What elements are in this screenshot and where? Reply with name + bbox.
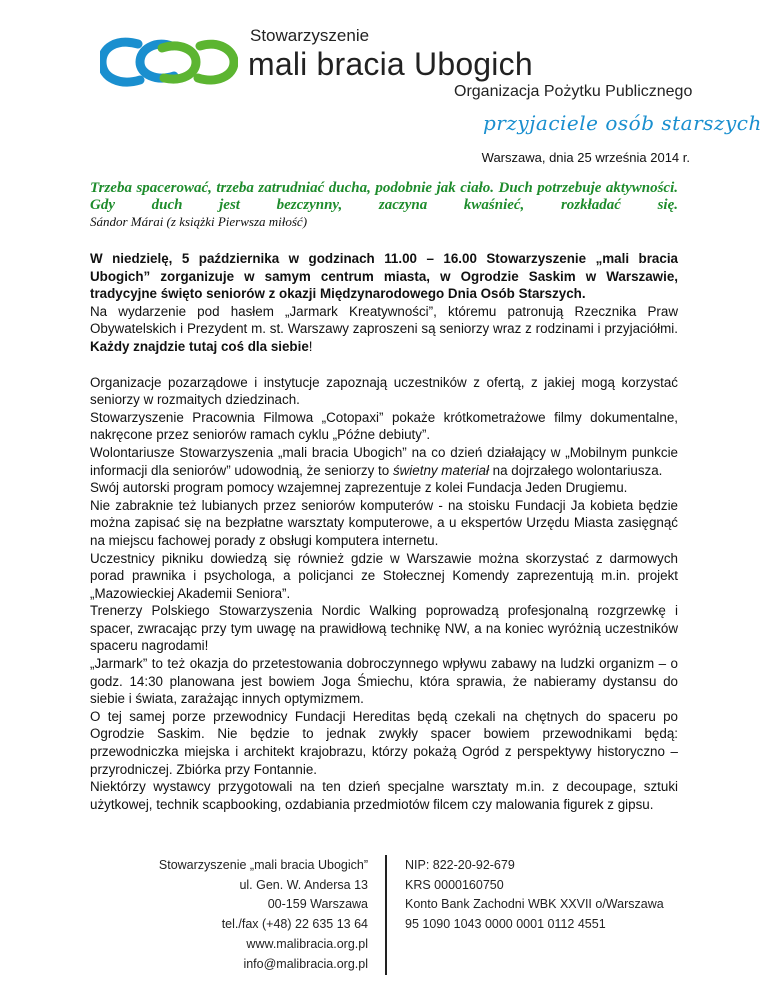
paragraph-text: na dojrzałego wolontariusza. xyxy=(488,462,663,478)
paragraph: Swój autorski program pomocy wzajemnej zaprezentuje z kolei Fundacja Jeden Drugiemu. xyxy=(90,480,628,496)
footer-address xyxy=(120,856,368,974)
paragraph: O tej samej porze przewodnicy Fundacji Hereditas będą czekali na chętnych do spaceru po Ogrodzie Saskim. Nie będzie to jednak zwykły spacer bowiem przewodnikami będą: przewodniczka miejska i architekt krajobrazu, którzy pokażą Ogród z perspektywy historyczno –przyrodniczej. Zbiórka przy Fontannie. xyxy=(90,708,678,777)
document-body xyxy=(90,180,678,813)
paragraph: Niektórzy wystawcy przygotowali na ten dzień specjalne warsztaty m.in. z decoupage, sztuki użytkowej, technik scapbooking, ozdabiania przedmiotów filcem czy malowania figurek z gipsu. xyxy=(90,779,678,812)
logo-mark xyxy=(100,34,238,88)
lead-bold: W niedzielę, 5 października w godzinach 11.00 – 16.00 Stowarzyszenie „mali bracia Ubogich” zorganizuje w samym centrum miasta, w Ogrodzie Saskim w Warszawie, tradycyjne święto seniorów z okazji Międzynarodowego Dnia Osób Starszych. xyxy=(90,251,678,302)
logo-green-arc-1 xyxy=(162,46,196,79)
footer-bank: Konto Bank Zachodni WBK XXVII o/Warszawa xyxy=(405,897,664,912)
paragraph-text: Wolontariusze Stowarzyszenia „mali bracia Ubogich” na co dzień działający w „Mobilnym punkcie informacji dla seniorów” udowodnią, że seniorzy to xyxy=(90,444,678,478)
footer-registry xyxy=(405,856,664,935)
lead-paragraph xyxy=(90,250,678,303)
document-date: Warszawa, dnia 25 września 2014 r. xyxy=(481,150,690,165)
footer-city: 00-159 Warszawa xyxy=(267,897,368,912)
footer-street: ul. Gen. W. Andersa 13 xyxy=(239,877,368,892)
logo-blue-c-outer xyxy=(102,42,140,82)
org-name-small: Stowarzyszenie xyxy=(250,26,370,45)
paragraph: Stowarzyszenie Pracownia Filmowa „Cotopaxi” pokaże krótkometrażowe filmy dokumentalne, nakręcone przez seniorów ramach cyklu „Późne debiuty”. xyxy=(90,409,678,443)
org-name: mali bracia Ubogich xyxy=(248,46,533,82)
epigraph-quote: Trzeba spacerować, trzeba zatrudniać ducha, podobnie jak ciało. Duch potrzebuje aktywności. Gdy duch jest bezczynny, zaczyna kwaśnieć, rozkładać się. xyxy=(90,180,678,213)
paragraph: Trenerzy Polskiego Stowarzyszenia Nordic Walking poprowadzą profesjonalną rozgrzewkę i spacer, zwracając przy tym uwagę na prawidłową technikę NW, a na koniec wyróżnią uczestników spaceru nagrodami! xyxy=(90,603,678,654)
paragraph xyxy=(90,444,678,479)
lead-bold-end: Każdy znajdzie tutaj coś dla siebie xyxy=(90,338,309,354)
footer-account: 95 1090 1043 0000 0001 0112 4551 xyxy=(405,917,606,932)
footer-org: Stowarzyszenie „mali bracia Ubogich” xyxy=(158,858,368,872)
paragraph: Uczestnicy pikniku dowiedzą się również gdzie w Warszawie można skorzystać z darmowych porad prawnika i psychologa, a policjanci ze Stołecznej Komendy zaprezentują m.in. projekt „Mazowieckiej Akademii Seniora”. xyxy=(90,550,678,601)
lead-paragraph-2 xyxy=(90,303,678,356)
epigraph-author: Sándor Márai (z książki Pierwsza miłość) xyxy=(90,214,308,229)
lead-end: ! xyxy=(308,338,313,354)
paragraph-emphasis: świetny materiał xyxy=(392,462,489,478)
footer-divider xyxy=(385,855,387,975)
footer-nip: NIP: 822-20-92-679 xyxy=(405,858,515,872)
footer-krs: KRS 0000160750 xyxy=(405,877,504,892)
footer-website: www.malibracia.org.pl xyxy=(246,936,368,951)
org-status: Organizacja Pożytku Publicznego xyxy=(454,83,693,100)
paragraph: Organizacje pozarządowe i instytucje zapoznają uczestników z ofertą, z jakiej mogą korzystać seniorzy w rozmaitych dziedzinach. xyxy=(90,374,678,408)
footer-phone: tel./fax (+48) 22 635 13 64 xyxy=(221,917,368,932)
paragraph: Nie zabraknie też lubianych przez seniorów komputerów - na stoisku Fundacji Ja kobieta będzie można zapisać się na bezpłatne warsztaty komputerowe, a u ekspertów Urzędu Miasta zasięgnąć na miejscu fachowej porady z obsługi komputera internetu. xyxy=(90,497,678,548)
tagline: przyjaciele osób starszych xyxy=(483,111,762,135)
footer-email: info@malibracia.org.pl xyxy=(243,956,368,971)
lead-text: Na wydarzenie pod hasłem „Jarmark Kreatywności”, któremu patronują Rzecznika Praw Obywatelskich i Prezydent m. st. Warszawy zaproszeni są seniorzy wraz z rodzinami i przyjaciółmi. xyxy=(90,303,678,337)
paragraph: „Jarmark” to też okazja do przetestowania dobroczynnego wpływu zabawy na ludzki organizm – o godz. 14:30 planowana jest bowiem Joga Śmiechu, która sprawia, że nabieramy dystansu do siebie i świata, zarażając innych optymizmem. xyxy=(90,656,678,707)
logo-green-arc-2 xyxy=(198,44,234,80)
